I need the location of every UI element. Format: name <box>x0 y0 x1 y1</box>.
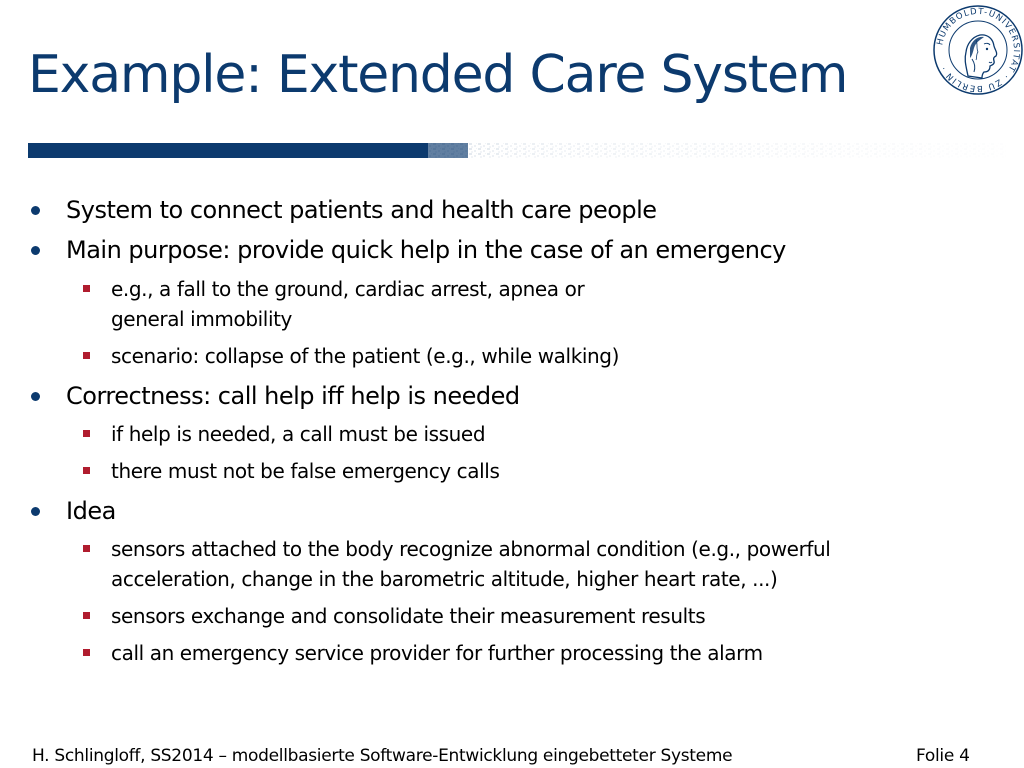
footer-course-info: H. Schlingloff, SS2014 – modellbasierte Software-Entwicklung eingebetteter Systeme <box>32 746 733 766</box>
bullet-text: Correctness: call help iff help is needed <box>66 382 520 410</box>
square-bullet-icon <box>83 545 90 552</box>
bullet-text: call an emergency service provider for further processing the alarm <box>111 641 763 665</box>
bullet-text: if help is needed, a call must be issued <box>111 422 486 446</box>
bullet-text-continued: general immobility <box>111 307 292 331</box>
square-bullet-icon <box>83 467 90 474</box>
bullet-text: there must not be false emergency calls <box>111 459 500 483</box>
bullet-text: Idea <box>66 497 116 525</box>
sub-bullet-no-false-calls <box>111 456 499 486</box>
bullet-dot-icon <box>31 246 40 255</box>
bullet-correctness <box>66 382 520 410</box>
slide-title: Example: Extended Care System <box>28 45 848 105</box>
square-bullet-icon <box>83 430 90 437</box>
square-bullet-icon <box>83 612 90 619</box>
bullet-dot-icon <box>31 507 40 516</box>
bullet-text: sensors attached to the body recognize abnormal condition (e.g., powerful <box>111 537 831 561</box>
bullet-text: System to connect patients and health care people <box>66 196 657 224</box>
bullet-text: e.g., a fall to the ground, cardiac arrest, apnea or <box>111 277 585 301</box>
sub-bullet-call-issued <box>111 419 485 449</box>
bullet-text: Main purpose: provide quick help in the case of an emergency <box>66 236 786 264</box>
square-bullet-icon <box>83 649 90 656</box>
bullet-idea <box>66 497 116 525</box>
bullet-system-purpose <box>66 196 657 224</box>
bullet-text: sensors exchange and consolidate their measurement results <box>111 604 706 628</box>
sub-bullet-scenario <box>111 341 619 371</box>
sub-bullet-sensors-exchange <box>111 601 705 631</box>
bullet-text-continued: acceleration, change in the barometric altitude, higher heart rate, ...) <box>111 567 778 591</box>
sub-bullet-sensors-recognize <box>111 534 830 594</box>
bullet-text: scenario: collapse of the patient (e.g., while walking) <box>111 344 620 368</box>
square-bullet-icon <box>83 285 90 292</box>
sub-bullet-call-provider <box>111 638 763 668</box>
svg-text:HUMBOLDT-UNIVERSITÄT · ZU BERL: HUMBOLDT-UNIVERSITÄT · ZU BERLIN · <box>935 6 1022 94</box>
bullet-main-purpose <box>66 236 786 264</box>
square-bullet-icon <box>83 352 90 359</box>
sub-bullet-examples <box>111 274 584 334</box>
bullet-dot-icon <box>31 392 40 401</box>
bullet-dot-icon <box>31 206 40 215</box>
footer-slide-number: Folie 4 <box>916 746 970 766</box>
